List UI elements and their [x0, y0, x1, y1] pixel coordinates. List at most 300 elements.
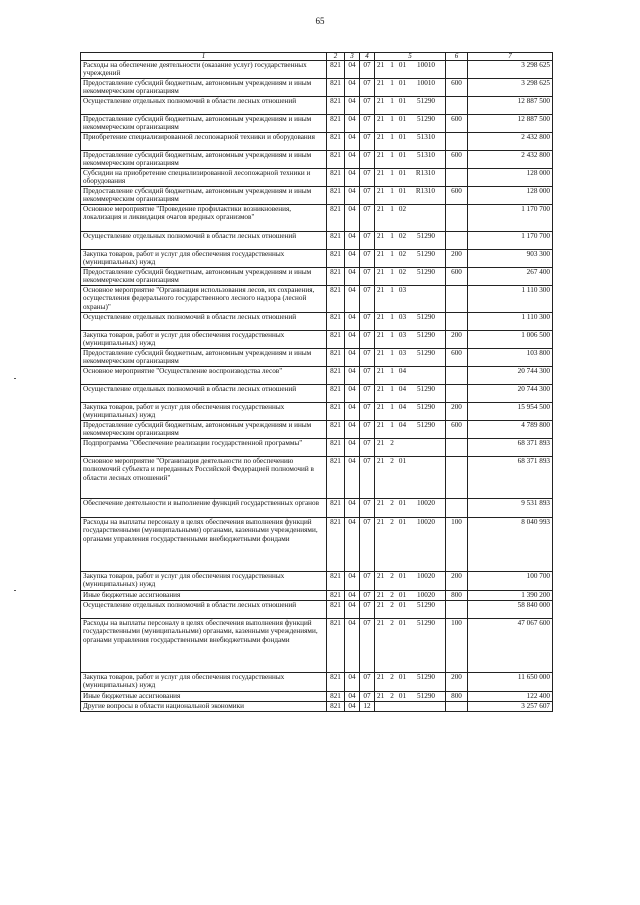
row-amount: 58 840 000: [468, 601, 553, 619]
target-article-part: 21: [377, 367, 385, 375]
target-article-part: 01: [398, 619, 407, 627]
target-article-part: 10020: [417, 518, 435, 526]
target-article-part: 1: [390, 349, 394, 357]
target-article-part: 21: [377, 151, 385, 159]
row-amount: 4 789 800: [468, 421, 553, 439]
row-name-cell: Осуществление отдельных полномочий в области лесных отношений: [81, 385, 327, 403]
target-article-part: 10020: [417, 572, 435, 580]
row-ministry-code: 821: [327, 385, 345, 403]
table-row: [81, 115, 553, 133]
target-article-part: 1: [390, 421, 394, 429]
row-subsection-code: 07: [360, 385, 375, 403]
row-expense-type-code: 600: [446, 349, 468, 367]
table-row: [81, 367, 553, 385]
row-ministry-code: 821: [327, 286, 345, 313]
row-name-cell: Иные бюджетные ассигнования: [81, 591, 327, 601]
target-article-part: 1: [390, 79, 394, 87]
row-ministry-code: 821: [327, 601, 345, 619]
row-subsection-code: 07: [360, 367, 375, 385]
row-expense-type-code: 600: [446, 151, 468, 169]
target-article-part: 1: [390, 97, 394, 105]
target-article-part: 02: [398, 250, 407, 258]
row-amount: 3 257 607: [468, 702, 553, 712]
row-ministry-code: 821: [327, 79, 345, 97]
target-article-part: R1310: [415, 169, 435, 177]
row-amount: 2 432 800: [468, 151, 553, 169]
target-article-part: 51310: [417, 151, 435, 159]
header-cell: 6: [446, 53, 468, 61]
row-expense-type-code: 600: [446, 187, 468, 205]
row-expense-type-code: [446, 385, 468, 403]
target-article-part: 04: [398, 367, 407, 375]
row-section-code: 04: [345, 79, 360, 97]
row-expense-type-code: [446, 439, 468, 457]
target-article-part: 51290: [417, 268, 435, 276]
row-expense-type-code: 800: [446, 692, 468, 702]
table-row: [81, 286, 553, 313]
row-section-code: 04: [345, 601, 360, 619]
target-article-part: 21: [377, 286, 385, 294]
row-amount: 103 800: [468, 349, 553, 367]
target-article-part: 10010: [417, 79, 435, 87]
row-target-article-code: [375, 673, 446, 692]
row-ministry-code: 821: [327, 151, 345, 169]
row-target-article-code: [375, 385, 446, 403]
target-article-part: 2: [390, 591, 394, 599]
row-name-cell: Закупка товаров, работ и услуг для обеспечения государственных (муниципальных) нужд: [81, 250, 327, 268]
header-cell: 5: [375, 53, 446, 61]
row-section-code: 04: [345, 702, 360, 712]
target-article-part: 1: [390, 286, 394, 294]
table-row: [81, 250, 553, 268]
row-amount: 1 006 500: [468, 331, 553, 349]
row-section-code: 04: [345, 187, 360, 205]
row-subsection-code: 07: [360, 205, 375, 232]
row-section-code: 04: [345, 133, 360, 151]
row-expense-type-code: [446, 61, 468, 79]
row-section-code: 04: [345, 205, 360, 232]
target-article-part: 51290: [417, 232, 435, 240]
target-article-part: 01: [398, 601, 407, 609]
row-subsection-code: 07: [360, 403, 375, 421]
target-article-part: 03: [398, 349, 407, 357]
row-target-article-code: [375, 151, 446, 169]
row-section-code: 04: [345, 591, 360, 601]
target-article-part: 04: [398, 385, 407, 393]
row-expense-type-code: [446, 702, 468, 712]
row-subsection-code: 07: [360, 187, 375, 205]
row-ministry-code: 821: [327, 421, 345, 439]
table-row: [81, 169, 553, 187]
table-row: [81, 97, 553, 115]
row-ministry-code: 821: [327, 572, 345, 591]
row-name-cell: Основное мероприятие "Организация деятельности по обеспечению полномочий субъекта и переданных Российской Федерацией полномочий в области лесных отношений": [81, 457, 327, 499]
target-article-part: 21: [377, 115, 385, 123]
row-target-article-code: [375, 232, 446, 250]
row-subsection-code: 12: [360, 702, 375, 712]
row-name-cell: Закупка товаров, работ и услуг для обеспечения государственных (муниципальных) нужд: [81, 331, 327, 349]
row-section-code: 04: [345, 367, 360, 385]
row-ministry-code: 821: [327, 673, 345, 692]
target-article-part: 21: [377, 250, 385, 258]
row-name-cell: Предоставление субсидий бюджетным, автономным учреждениям и иным некоммерческим организациям: [81, 115, 327, 133]
row-subsection-code: 07: [360, 97, 375, 115]
table-row: [81, 591, 553, 601]
target-article-part: 21: [377, 331, 385, 339]
row-name-cell: Субсидии на приобретение специализированной лесопожарной техники и оборудования: [81, 169, 327, 187]
target-article-part: 2: [390, 601, 394, 609]
row-section-code: 04: [345, 457, 360, 499]
row-subsection-code: 07: [360, 169, 375, 187]
margin-mark: [14, 378, 16, 379]
table-header-row: [81, 53, 553, 61]
row-target-article-code: [375, 457, 446, 499]
row-ministry-code: 821: [327, 349, 345, 367]
target-article-part: 1: [390, 367, 394, 375]
row-ministry-code: 821: [327, 499, 345, 518]
target-article-part: 2: [390, 439, 394, 447]
target-article-part: 21: [377, 97, 385, 105]
row-amount: 1 170 700: [468, 232, 553, 250]
table-row: [81, 232, 553, 250]
row-amount: 1 390 200: [468, 591, 553, 601]
row-name-cell: Расходы на выплаты персоналу в целях обеспечения выполнения функций государственными (муниципальными) органами, казенными учреждениями, органами управления государственными внебюджетными фондами: [81, 518, 327, 572]
table-row: [81, 439, 553, 457]
target-article-part: 1: [390, 205, 394, 213]
target-article-part: 21: [377, 385, 385, 393]
row-target-article-code: [375, 286, 446, 313]
row-section-code: 04: [345, 115, 360, 133]
row-target-article-code: [375, 367, 446, 385]
row-subsection-code: 07: [360, 692, 375, 702]
row-ministry-code: 821: [327, 702, 345, 712]
table-row: [81, 133, 553, 151]
table-row: [81, 79, 553, 97]
row-target-article-code: [375, 187, 446, 205]
row-target-article-code: [375, 133, 446, 151]
row-name-cell: Осуществление отдельных полномочий в области лесных отношений: [81, 97, 327, 115]
target-article-part: 01: [398, 79, 407, 87]
target-article-part: 02: [398, 205, 407, 213]
row-section-code: 04: [345, 518, 360, 572]
target-article-part: 21: [377, 619, 385, 627]
row-subsection-code: 07: [360, 133, 375, 151]
row-amount: 68 371 893: [468, 439, 553, 457]
target-article-part: 51290: [417, 692, 435, 700]
row-target-article-code: [375, 499, 446, 518]
row-expense-type-code: [446, 457, 468, 499]
row-target-article-code: [375, 601, 446, 619]
row-ministry-code: 821: [327, 619, 345, 673]
row-section-code: 04: [345, 421, 360, 439]
row-amount: 2 432 800: [468, 133, 553, 151]
row-target-article-code: [375, 572, 446, 591]
row-ministry-code: 821: [327, 187, 345, 205]
row-subsection-code: 07: [360, 572, 375, 591]
row-subsection-code: 07: [360, 79, 375, 97]
row-subsection-code: 07: [360, 232, 375, 250]
row-section-code: 04: [345, 385, 360, 403]
row-target-article-code: [375, 115, 446, 133]
row-subsection-code: 07: [360, 349, 375, 367]
target-article-part: 1: [390, 385, 394, 393]
row-amount: 68 371 893: [468, 457, 553, 499]
header-cell: 3: [345, 53, 360, 61]
row-subsection-code: 07: [360, 673, 375, 692]
target-article-part: 21: [377, 572, 385, 580]
target-article-part: 51310: [417, 133, 435, 141]
target-article-part: 1: [390, 403, 394, 411]
row-ministry-code: 821: [327, 591, 345, 601]
row-name-cell: Основное мероприятие "Проведение профилактики возникновения, локализация и ликвидация очагов вредных организмов": [81, 205, 327, 232]
target-article-part: R1310: [415, 187, 435, 195]
row-target-article-code: [375, 61, 446, 79]
row-target-article-code: [375, 349, 446, 367]
table-row: [81, 403, 553, 421]
target-article-part: 21: [377, 349, 385, 357]
row-ministry-code: 821: [327, 457, 345, 499]
row-expense-type-code: 600: [446, 421, 468, 439]
row-subsection-code: 07: [360, 151, 375, 169]
target-article-part: 21: [377, 205, 385, 213]
row-expense-type-code: 200: [446, 673, 468, 692]
header-cell: 4: [360, 53, 375, 61]
row-subsection-code: 07: [360, 286, 375, 313]
row-name-cell: Расходы на обеспечение деятельности (оказание услуг) государственных учреждений: [81, 61, 327, 79]
row-subsection-code: 07: [360, 518, 375, 572]
target-article-part: 01: [398, 591, 407, 599]
row-target-article-code: [375, 97, 446, 115]
row-section-code: 04: [345, 286, 360, 313]
row-subsection-code: 07: [360, 250, 375, 268]
row-amount: 1 110 300: [468, 286, 553, 313]
target-article-part: 21: [377, 439, 385, 447]
target-article-part: 21: [377, 232, 385, 240]
target-article-part: 21: [377, 601, 385, 609]
row-name-cell: Осуществление отдельных полномочий в области лесных отношений: [81, 232, 327, 250]
target-article-part: 1: [390, 169, 394, 177]
table-row: [81, 151, 553, 169]
target-article-part: 01: [398, 572, 407, 580]
target-article-part: 01: [398, 115, 407, 123]
row-section-code: 04: [345, 692, 360, 702]
row-target-article-code: [375, 518, 446, 572]
table-row: [81, 268, 553, 286]
target-article-part: 1: [390, 232, 394, 240]
row-target-article-code: [375, 421, 446, 439]
target-article-part: 51290: [417, 403, 435, 411]
row-ministry-code: 821: [327, 232, 345, 250]
row-ministry-code: 821: [327, 250, 345, 268]
target-article-part: 1: [390, 331, 394, 339]
row-section-code: 04: [345, 619, 360, 673]
row-amount: 8 040 993: [468, 518, 553, 572]
header-cell: 1: [81, 53, 327, 61]
target-article-part: 1: [390, 151, 394, 159]
target-article-part: 01: [398, 97, 407, 105]
row-target-article-code: [375, 331, 446, 349]
row-section-code: 04: [345, 403, 360, 421]
target-article-part: 03: [398, 286, 407, 294]
row-amount: 903 300: [468, 250, 553, 268]
row-name-cell: Закупка товаров, работ и услуг для обеспечения государственных (муниципальных) нужд: [81, 572, 327, 591]
row-target-article-code: [375, 268, 446, 286]
row-ministry-code: 821: [327, 331, 345, 349]
row-target-article-code: [375, 169, 446, 187]
budget-table: [80, 52, 553, 712]
target-article-part: 51290: [417, 313, 435, 321]
target-article-part: 21: [377, 313, 385, 321]
row-subsection-code: 07: [360, 313, 375, 331]
table-row: [81, 518, 553, 572]
row-name-cell: Предоставление субсидий бюджетным, автономным учреждениям и иным некоммерческим организациям: [81, 268, 327, 286]
header-cell: 7: [468, 53, 553, 61]
target-article-part: 21: [377, 133, 385, 141]
row-target-article-code: [375, 403, 446, 421]
row-subsection-code: 07: [360, 115, 375, 133]
row-name-cell: Другие вопросы в области национальной экономики: [81, 702, 327, 712]
target-article-part: 01: [398, 499, 407, 507]
row-expense-type-code: 100: [446, 619, 468, 673]
target-article-part: 1: [390, 250, 394, 258]
row-amount: 3 298 625: [468, 61, 553, 79]
target-article-part: 51290: [417, 601, 435, 609]
row-ministry-code: 821: [327, 268, 345, 286]
row-subsection-code: 07: [360, 439, 375, 457]
table-row: [81, 692, 553, 702]
target-article-part: 21: [377, 79, 385, 87]
row-expense-type-code: [446, 499, 468, 518]
target-article-part: 1: [390, 133, 394, 141]
row-ministry-code: 821: [327, 115, 345, 133]
row-target-article-code: [375, 79, 446, 97]
row-target-article-code: [375, 250, 446, 268]
row-name-cell: Приобретение специализированной лесопожарной техники и оборудования: [81, 133, 327, 151]
target-article-part: 21: [377, 673, 385, 681]
row-amount: 12 887 500: [468, 97, 553, 115]
target-article-part: 1: [390, 268, 394, 276]
row-target-article-code: [375, 692, 446, 702]
row-target-article-code: [375, 619, 446, 673]
header-cell: 2: [327, 53, 345, 61]
row-expense-type-code: 200: [446, 250, 468, 268]
row-expense-type-code: 800: [446, 591, 468, 601]
row-target-article-code: [375, 702, 446, 712]
row-subsection-code: 07: [360, 499, 375, 518]
row-amount: 15 954 500: [468, 403, 553, 421]
row-expense-type-code: 200: [446, 572, 468, 591]
row-expense-type-code: 600: [446, 115, 468, 133]
row-name-cell: Расходы на выплаты персоналу в целях обеспечения выполнения функций государственными (муниципальными) органами, казенными учреждениями, органами управления государственными внебюджетными фондами: [81, 619, 327, 673]
table-row: [81, 205, 553, 232]
target-article-part: 21: [377, 421, 385, 429]
target-article-part: 51290: [417, 97, 435, 105]
row-target-article-code: [375, 439, 446, 457]
row-subsection-code: 07: [360, 619, 375, 673]
target-article-part: 02: [398, 268, 407, 276]
target-article-part: 2: [390, 457, 394, 465]
target-article-part: 01: [398, 518, 407, 526]
row-section-code: 04: [345, 349, 360, 367]
target-article-part: 01: [398, 151, 407, 159]
row-subsection-code: 07: [360, 61, 375, 79]
row-amount: 122 400: [468, 692, 553, 702]
row-ministry-code: 821: [327, 169, 345, 187]
row-name-cell: Осуществление отдельных полномочий в области лесных отношений: [81, 601, 327, 619]
table-row: [81, 619, 553, 673]
target-article-part: 21: [377, 268, 385, 276]
target-article-part: 51290: [417, 331, 435, 339]
row-subsection-code: 07: [360, 601, 375, 619]
row-name-cell: Обеспечение деятельности и выполнение функций государственных органов: [81, 499, 327, 518]
row-ministry-code: 821: [327, 403, 345, 421]
target-article-part: 04: [398, 403, 407, 411]
page-number: 65: [315, 16, 325, 26]
row-expense-type-code: 600: [446, 79, 468, 97]
row-section-code: 04: [345, 97, 360, 115]
row-amount: 20 744 300: [468, 385, 553, 403]
target-article-part: 51290: [417, 673, 435, 681]
row-expense-type-code: [446, 97, 468, 115]
target-article-part: 51290: [417, 385, 435, 393]
target-article-part: 1: [390, 61, 394, 69]
row-name-cell: Предоставление субсидий бюджетным, автономным учреждениям и иным некоммерческим организациям: [81, 421, 327, 439]
row-ministry-code: 821: [327, 133, 345, 151]
target-article-part: 21: [377, 61, 385, 69]
target-article-part: 01: [398, 457, 407, 465]
row-amount: 1 110 300: [468, 313, 553, 331]
row-name-cell: Иные бюджетные ассигнования: [81, 692, 327, 702]
table-row: [81, 349, 553, 367]
target-article-part: 21: [377, 518, 385, 526]
target-article-part: 2: [390, 499, 394, 507]
target-article-part: 51290: [417, 115, 435, 123]
target-article-part: 10020: [417, 499, 435, 507]
row-name-cell: Основное мероприятие "Осуществление воспроизводства лесов": [81, 367, 327, 385]
target-article-part: 51290: [417, 421, 435, 429]
row-expense-type-code: [446, 133, 468, 151]
row-ministry-code: 821: [327, 313, 345, 331]
row-name-cell: Предоставление субсидий бюджетным, автономным учреждениям и иным некоммерческим организациям: [81, 349, 327, 367]
target-article-part: 21: [377, 457, 385, 465]
row-target-article-code: [375, 313, 446, 331]
target-article-part: 51290: [417, 250, 435, 258]
target-article-part: 2: [390, 692, 394, 700]
target-article-part: 2: [390, 673, 394, 681]
row-ministry-code: 821: [327, 439, 345, 457]
target-article-part: 21: [377, 169, 385, 177]
row-amount: 100 700: [468, 572, 553, 591]
row-name-cell: Осуществление отдельных полномочий в области лесных отношений: [81, 313, 327, 331]
row-section-code: 04: [345, 331, 360, 349]
row-ministry-code: 821: [327, 61, 345, 79]
target-article-part: 2: [390, 572, 394, 580]
target-article-part: 10010: [417, 61, 435, 69]
row-expense-type-code: 100: [446, 518, 468, 572]
row-subsection-code: 07: [360, 331, 375, 349]
row-amount: 20 744 300: [468, 367, 553, 385]
row-target-article-code: [375, 205, 446, 232]
row-expense-type-code: [446, 313, 468, 331]
target-article-part: 10020: [417, 591, 435, 599]
row-expense-type-code: [446, 601, 468, 619]
row-amount: 128 000: [468, 169, 553, 187]
target-article-part: 01: [398, 673, 407, 681]
row-expense-type-code: 600: [446, 268, 468, 286]
row-amount: 9 531 893: [468, 499, 553, 518]
row-amount: 1 170 700: [468, 205, 553, 232]
row-section-code: 04: [345, 499, 360, 518]
